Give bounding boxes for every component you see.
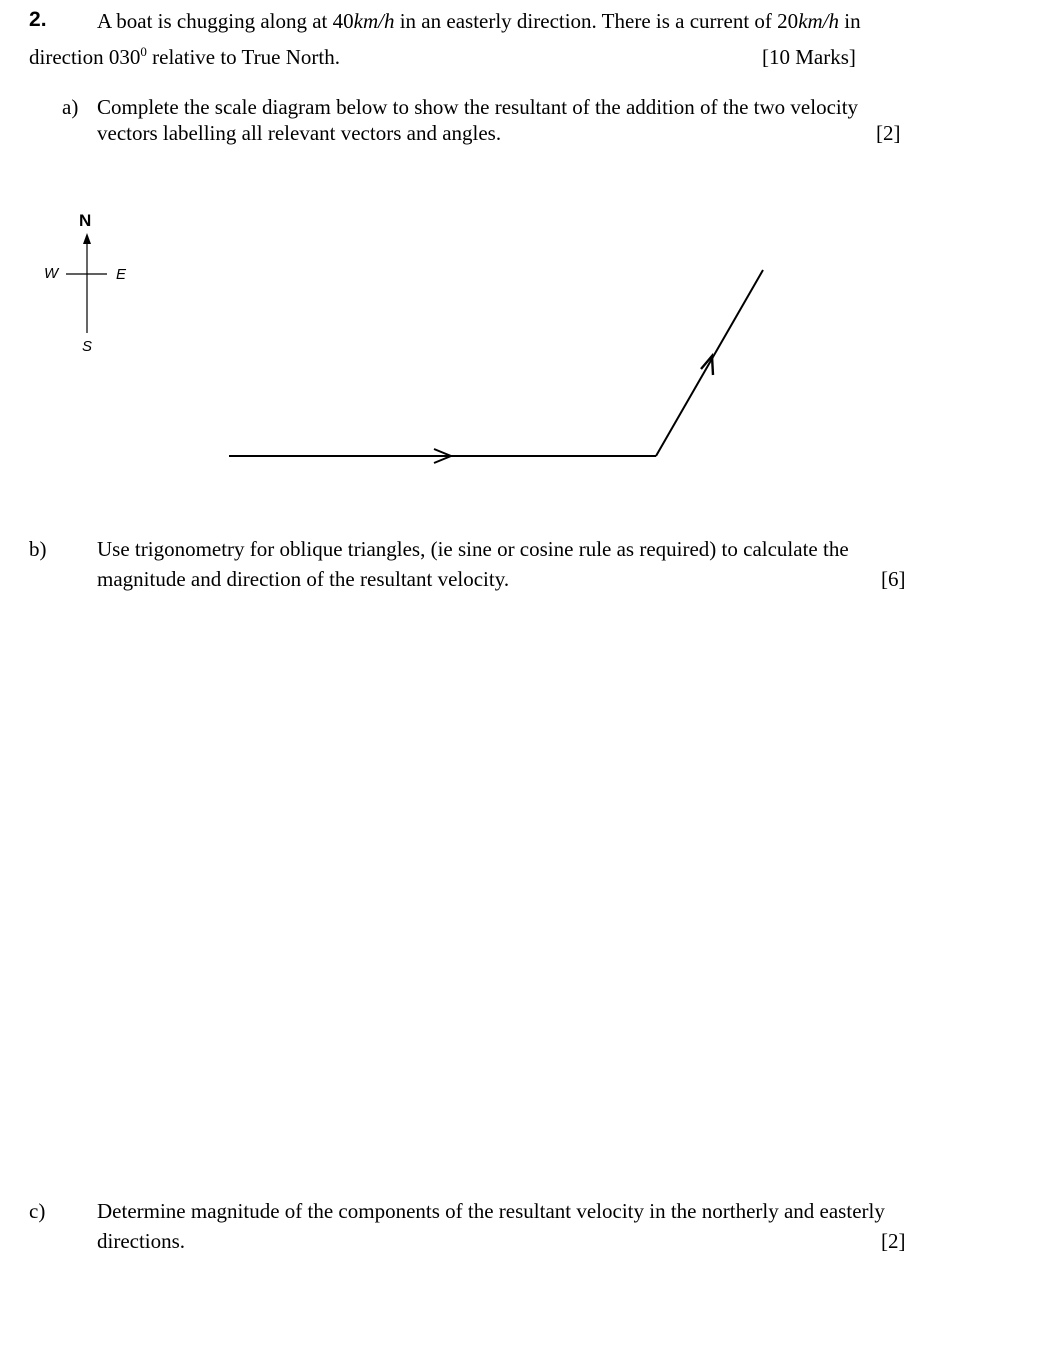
part-b-label: b) (29, 537, 47, 561)
question-number-value: 2 (29, 8, 41, 31)
stem-text: relative to True North. (146, 45, 340, 69)
question-total-marks: [10 Marks] (762, 45, 856, 69)
part-c-line-2: directions. (97, 1229, 186, 1253)
stem-text: direction 030 (29, 45, 141, 69)
stem-unit: km/h (353, 9, 395, 33)
compass-north-label: N (79, 211, 92, 230)
stem-text: in an easterly direction. There is a current of 20 (394, 9, 799, 33)
question-number-dot: . (40, 8, 47, 31)
compass-south-label: S (82, 338, 93, 355)
part-b-marks: [6] (881, 567, 906, 591)
part-b-line-1: Use trigonometry for oblique triangles, (ie sine or cosine rule as required) to calculate the (97, 537, 849, 561)
part-a-marks: [2] (876, 121, 901, 145)
part-c-marks: [2] (881, 1229, 906, 1253)
stem-text: A boat is chugging along at 40 (97, 9, 354, 33)
stem-text: in (839, 9, 861, 33)
compass-rose (66, 233, 107, 333)
degree-symbol: 0 (140, 44, 147, 59)
compass-west-label: W (44, 265, 59, 282)
part-b-line-2: magnitude and direction of the resultant velocity. (97, 567, 510, 591)
current-vector-line (656, 270, 763, 456)
part-a-line-2: vectors labelling all relevant vectors and angles. (97, 121, 502, 145)
part-a-line-1: Complete the scale diagram below to show the resultant of the addition of the two velocity (97, 95, 859, 119)
part-c-line-1: Determine magnitude of the components of the resultant velocity in the northerly and easterly (97, 1199, 885, 1223)
compass-east-label: E (116, 266, 127, 283)
compass-north-arrow-icon (83, 233, 91, 244)
part-c-label: c) (29, 1199, 46, 1223)
boat-velocity-vector (229, 449, 656, 463)
stem-unit: km/h (798, 9, 840, 33)
part-a-label: a) (62, 95, 79, 119)
current-velocity-vector (656, 270, 763, 456)
